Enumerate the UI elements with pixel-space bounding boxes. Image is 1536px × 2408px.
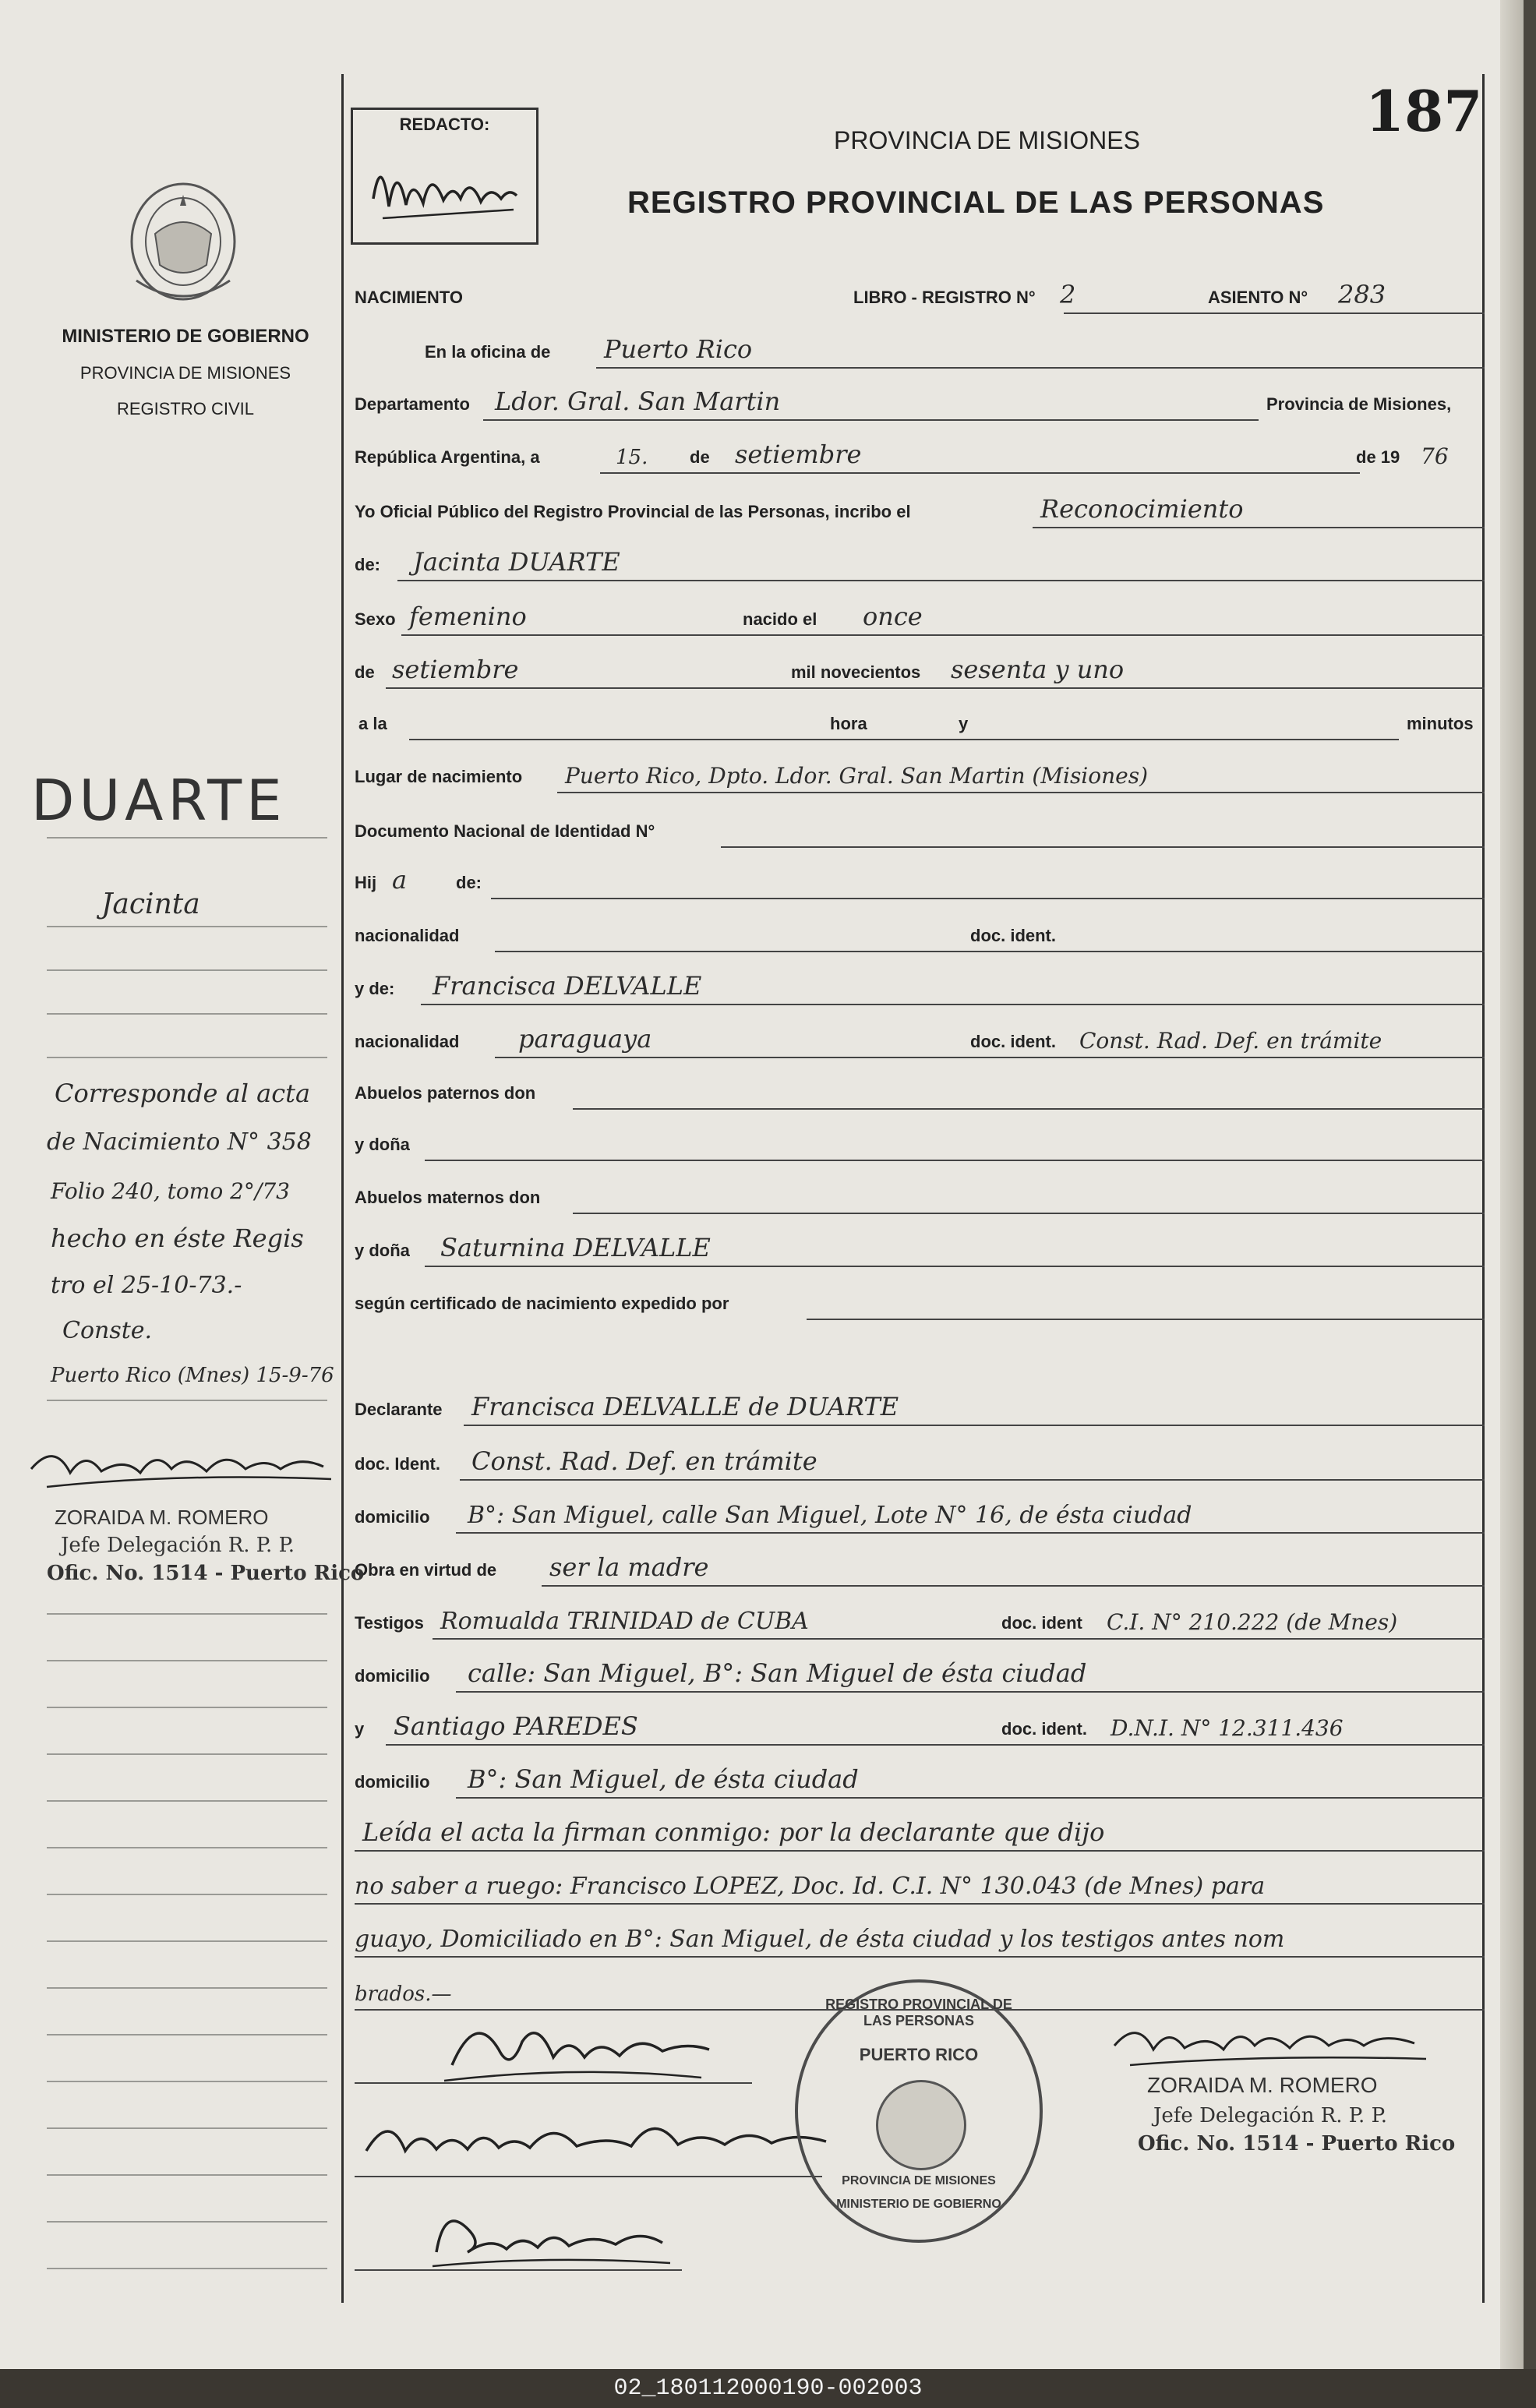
segun-line [807, 1319, 1485, 1320]
departamento-line [483, 419, 1259, 421]
folio-number: 187 [1365, 78, 1483, 144]
y-dona2-value: Saturnina DELVALLE [440, 1233, 711, 1262]
abuelos-mat-label: Abuelos maternos don [355, 1188, 541, 1207]
row-leida2 [355, 1859, 1485, 1905]
libro-label: LIBRO - REGISTRO N° [853, 288, 1036, 307]
margin-line [47, 2081, 327, 2082]
anio-value: 76 [1421, 443, 1449, 469]
anio-label: de 19 [1356, 447, 1400, 467]
republica-line [600, 472, 1360, 474]
lugar-line [557, 792, 1485, 793]
leida-line2: no saber a ruego: Francisco LOPEZ, Doc. Id. C.I. N° 130.043 (de Mnes) para [355, 1873, 1266, 1900]
row-lugar [355, 748, 1485, 793]
margin-note5: tro el 25-10-73.- [51, 1272, 242, 1299]
signature-paredes [421, 2198, 678, 2276]
redacto-box [351, 108, 538, 245]
row-oficina [355, 323, 1485, 369]
domicilio1-value: B°: San Miguel, calle San Miguel, Lote N° 16, de ésta ciudad [468, 1502, 1192, 1529]
declarante-value: Francisca DELVALLE de DUARTE [471, 1392, 899, 1421]
docident4-label: doc. ident [1001, 1613, 1082, 1633]
official-signature [1107, 2003, 1434, 2073]
row-de-mes [355, 644, 1485, 689]
margin-note1: Corresponde al acta [55, 1079, 311, 1108]
margin-line [47, 1660, 327, 1661]
row-abuelos-mat [355, 1169, 1485, 1214]
signature-line-paredes [355, 2269, 682, 2271]
margin-line [47, 1987, 327, 1989]
margin-note7: Puerto Rico (Mnes) 15-9-76 [51, 1364, 334, 1387]
margin-line [47, 1613, 327, 1615]
margin-note4: hecho en éste Regis [51, 1223, 304, 1253]
y-dona2-label: y doña [355, 1241, 410, 1260]
margin-note6: Conste. [62, 1317, 153, 1344]
nacionalidad2-label: nacionalidad [355, 1032, 460, 1051]
margin-line [47, 1847, 327, 1848]
margin-line [47, 969, 327, 971]
footer-code: 02_180112000190-002003 [0, 2369, 1536, 2408]
registry-stamp [795, 1979, 1043, 2243]
domicilio3-value: B°: San Miguel, de ésta ciudad [468, 1764, 859, 1794]
oficina-line [596, 367, 1485, 369]
y-de-line [421, 1004, 1485, 1005]
row-y-dona2 [355, 1222, 1485, 1267]
row-de [355, 536, 1485, 581]
obra-value: ser la madre [549, 1552, 709, 1582]
lugar-label: Lugar de nacimiento [355, 767, 523, 786]
de-persona-label: de: [355, 555, 380, 574]
abuelos-mat-line [573, 1213, 1485, 1214]
domicilio2-label: domicilio [355, 1666, 430, 1686]
testigos-value: Romualda TRINIDAD de CUBA [440, 1608, 809, 1635]
docident2-label: doc. ident. [970, 1032, 1056, 1051]
row-docident3 [355, 1435, 1485, 1481]
a-la-label: a la [358, 714, 387, 733]
abuelos-pat-label: Abuelos paternos don [355, 1083, 536, 1103]
margin-given: Jacinta [101, 888, 200, 920]
margin-line [47, 2127, 327, 2129]
domicilio1-label: domicilio [355, 1507, 430, 1527]
row-testigos [355, 1594, 1485, 1640]
segun-label: según certificado de nacimiento expedido por [355, 1294, 729, 1313]
redacto-label: REDACTO: [399, 115, 490, 134]
row-nacionalidad1 [355, 907, 1485, 952]
margin-note3: Folio 240, tomo 2°/73 [51, 1178, 290, 1204]
hijo-label: Hij [355, 873, 377, 892]
signature-romualda [358, 2096, 857, 2182]
redacto-signature [367, 144, 523, 230]
row-oficial [355, 483, 1485, 528]
domicilio1-line [456, 1532, 1485, 1534]
de-persona-line [397, 580, 1485, 581]
ministry-line3: REGISTRO CIVIL [116, 399, 255, 418]
margin-official-name: ZORAIDA M. ROMERO [55, 1506, 269, 1529]
margin-line [47, 2268, 327, 2269]
docident3-label: doc. Ident. [355, 1454, 440, 1474]
registry-header: REGISTRO PROVINCIAL DE LAS PERSONAS [627, 185, 1325, 220]
mes-value: setiembre [735, 440, 862, 469]
signature-line-romualda [355, 2176, 822, 2177]
leida-line4: brados.— [355, 1983, 452, 2006]
row-hijo [355, 854, 1485, 899]
province-header: PROVINCIA DE MISIONES [834, 126, 1140, 154]
de-label: de [690, 447, 710, 467]
de-mes-value: setiembre [392, 655, 519, 684]
margin-line [47, 2034, 327, 2036]
row-declarante [355, 1365, 1485, 1426]
row-libro [355, 269, 1485, 314]
margin-line [47, 1707, 327, 1708]
y-dona1-line [425, 1160, 1485, 1161]
y-dona1-label: y doña [355, 1135, 410, 1154]
docident3-line [460, 1479, 1485, 1481]
sexo-label: Sexo [355, 609, 396, 629]
docident2-value: Const. Rad. Def. en trámite [1079, 1028, 1382, 1054]
margin-surname: DUARTE [31, 768, 287, 833]
departamento-label: Departamento [355, 394, 470, 414]
sexo-value: femenino [409, 602, 527, 631]
oficial-label: Yo Oficial Público del Registro Provincial de las Personas, incribo el [355, 502, 911, 521]
margin-line [47, 2221, 327, 2223]
oficina-label: En la oficina de [425, 342, 551, 362]
docident5-value: D.N.I. N° 12.311.436 [1111, 1715, 1344, 1741]
docident1-label: doc. ident. [970, 926, 1056, 945]
leida1-line [355, 1850, 1485, 1852]
lugar-value: Puerto Rico, Dpto. Ldor. Gral. San Martin (Misiones) [565, 763, 1149, 789]
madre-value: Francisca DELVALLE [433, 971, 702, 1001]
stamp-lower-text: PROVINCIA DE MISIONES [842, 2174, 996, 2187]
oficina-value: Puerto Rico [604, 334, 753, 364]
domicilio2-line [456, 1691, 1485, 1693]
dni-label: Documento Nacional de Identidad N° [355, 821, 655, 841]
nacido-label: nacido el [743, 609, 817, 629]
leida-line3: guayo, Domiciliado en B°: San Miguel, de ésta ciudad y los testigos antes nom [355, 1926, 1285, 1953]
de-mes-line [386, 687, 1485, 689]
row-y-dona1 [355, 1116, 1485, 1161]
dia-value: 15. [616, 446, 648, 469]
leida-line1: Leída el acta la firman conmigo: por la declarante que dijo [362, 1817, 1105, 1847]
obra-label: Obra en virtud de [355, 1560, 497, 1580]
row-departamento [355, 376, 1485, 421]
row-y-de [355, 960, 1485, 1005]
row-testigo2 [355, 1700, 1485, 1746]
hijo-value: a [392, 865, 408, 895]
testigo2-line [386, 1744, 1485, 1746]
coat-of-arms-emblem [121, 179, 245, 312]
declarante-label: Declarante [355, 1400, 443, 1419]
y2-label: y [355, 1719, 365, 1739]
departamento-value: Ldor. Gral. San Martin [495, 387, 781, 416]
docident3-value: Const. Rad. Def. en trámite [471, 1446, 817, 1476]
official-office: Ofic. No. 1514 - Puerto Rico [1138, 2132, 1456, 2156]
official-title: Jefe Delegación R. P. P. [1153, 2104, 1388, 2127]
de-mes-label: de [355, 662, 375, 682]
left-vertical-rule [341, 74, 344, 2303]
ministry-line2: PROVINCIA DE MISIONES [79, 363, 291, 383]
domicilio2-value: calle: San Miguel, B°: San Miguel de ésta ciudad [468, 1658, 1087, 1688]
hora-line [409, 739, 1399, 740]
asiento-label: ASIENTO N° [1208, 288, 1308, 307]
minutos-label: minutos [1407, 714, 1474, 733]
margin-official-office: Ofic. No. 1514 - Puerto Rico [47, 1562, 365, 1585]
testigos-label: Testigos [355, 1613, 424, 1633]
sexo-line [401, 634, 1485, 636]
nacionalidad2-line [495, 1057, 1485, 1058]
dni-line [721, 846, 1485, 848]
row-republica [355, 429, 1485, 474]
republica-label: República Argentina, a [355, 447, 540, 467]
provincia-label: Provincia de Misiones, [1266, 394, 1452, 414]
row-domicilio1 [355, 1488, 1485, 1534]
nacionalidad2-value: paraguaya [518, 1024, 652, 1054]
hora-label: hora [830, 714, 867, 733]
docident5-label: doc. ident. [1001, 1719, 1087, 1739]
oficial-value: Reconocimiento [1040, 494, 1244, 524]
row-sexo [355, 591, 1485, 636]
nacionalidad1-line [495, 951, 1485, 952]
docident4-value: C.I. N° 210.222 (de Mnes) [1107, 1609, 1398, 1635]
row-domicilio2 [355, 1647, 1485, 1693]
obra-line [542, 1585, 1485, 1587]
libro-line [1064, 312, 1485, 314]
nacido-value: once [863, 602, 923, 631]
row-abuelos-pat [355, 1065, 1485, 1110]
row-dni [355, 803, 1485, 848]
margin-line [47, 926, 327, 927]
libro-value: 2 [1060, 280, 1076, 309]
row-domicilio3 [355, 1753, 1485, 1799]
domicilio3-label: domicilio [355, 1772, 430, 1792]
row-hora [355, 695, 1485, 740]
leida3-line [355, 1956, 1485, 1958]
mil-label: mil novecientos [791, 662, 921, 682]
leida2-line [355, 1903, 1485, 1905]
testigos-line [433, 1638, 1485, 1640]
margin-line [47, 1894, 327, 1895]
margin-note2: de Nacimiento N° 358 [47, 1128, 312, 1156]
y-label: y [959, 714, 969, 733]
stamp-inner-text: PUERTO RICO [859, 2045, 979, 2064]
official-name: ZORAIDA M. ROMERO [1147, 2073, 1378, 2097]
ministry-line1: MINISTERIO DE GOBIERNO [62, 326, 309, 347]
margin-line [47, 1800, 327, 1802]
margin-line [47, 837, 327, 839]
hijo-line [491, 898, 1485, 899]
stamp-seal [876, 2080, 966, 2170]
margin-line [47, 1753, 327, 1755]
y-de-label: y de: [355, 979, 395, 998]
row-segun [355, 1275, 1485, 1320]
mil-value: sesenta y uno [951, 655, 1125, 684]
margin-official-title: Jefe Delegación R. P. P. [61, 1534, 295, 1557]
abuelos-pat-line [573, 1108, 1485, 1110]
hijo-de-label: de: [456, 873, 482, 892]
asiento-value: 283 [1338, 280, 1386, 309]
nacimiento-label: NACIMIENTO [355, 288, 463, 307]
row-leida1 [355, 1806, 1485, 1852]
margin-signature [23, 1426, 335, 1496]
oficial-line [1033, 527, 1485, 528]
de-persona-value: Jacinta DUARTE [413, 547, 620, 577]
margin-line [47, 1400, 327, 1401]
stamp-outer-text: REGISTRO PROVINCIAL DE LAS PERSONAS [825, 1997, 1012, 2028]
stamp-bottom-text: MINISTERIO DE GOBIERNO [836, 2198, 1001, 2211]
domicilio3-line [456, 1797, 1485, 1799]
row-nacionalidad2 [355, 1013, 1485, 1058]
y-dona2-line [425, 1266, 1485, 1267]
margin-line [47, 1057, 327, 1058]
testigo2-value: Santiago PAREDES [394, 1711, 638, 1741]
margin-line [47, 1940, 327, 1942]
row-obra [355, 1541, 1485, 1587]
row-leida3 [355, 1912, 1485, 1958]
margin-line [47, 2174, 327, 2176]
page-edge [1500, 0, 1524, 2369]
declarante-line [464, 1425, 1485, 1426]
nacionalidad1-label: nacionalidad [355, 926, 460, 945]
margin-line [47, 1013, 327, 1015]
signature-line-lopez [355, 2082, 752, 2084]
